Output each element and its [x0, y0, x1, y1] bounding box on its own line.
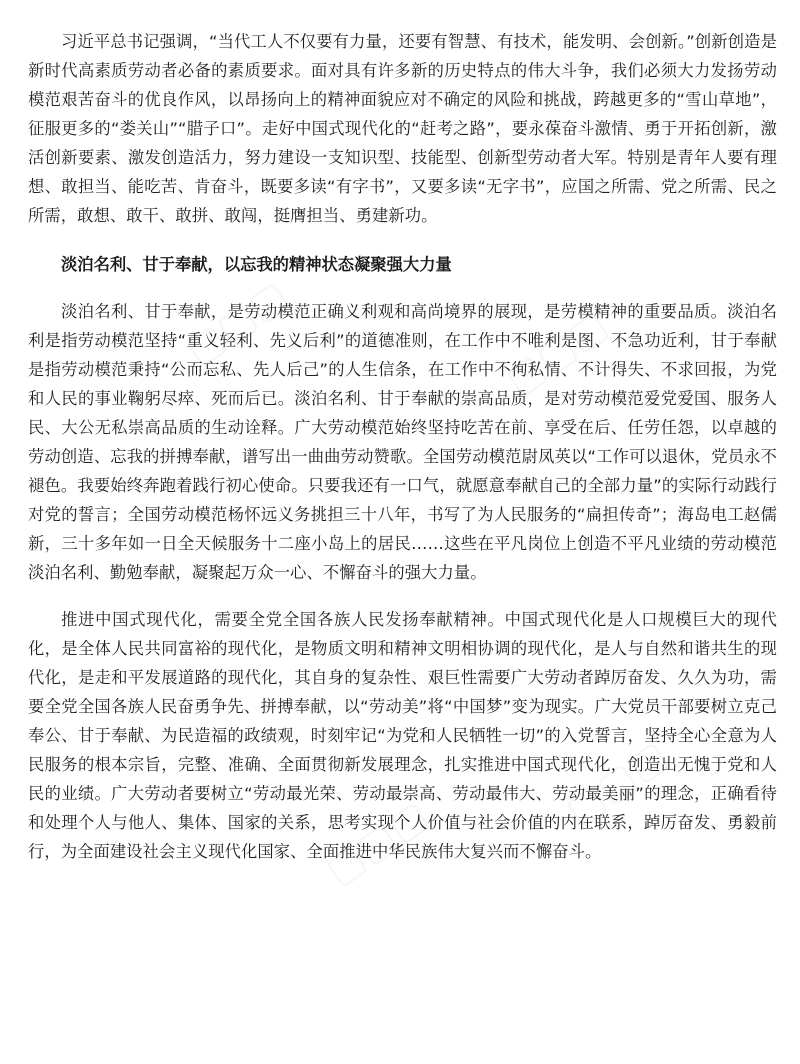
- article-body: [28, 27, 777, 866]
- section-heading: 淡泊名利、甘于奉献，以忘我的精神状态凝聚强大力量: [61, 255, 452, 274]
- section-paragraph-1: 淡泊名利、甘于奉献，是劳动模范正确义利观和高尚境界的展现，是劳模精神的重要品质。淡泊名利是指劳动模范坚持“重义轻利、先义后利”的道德准则，在工作中不唯利是图、不急功近利，甘于奉献是指劳动模范秉持“公而忘私、先人后己”的人生信条，在工作中不徇私情、不计得失、不求回报，为党和人民的事业鞠躬尽瘁、死而后已。淡泊名利、甘于奉献的崇高品质，是对劳动模范爱党爱国、服务人民、大公无私崇高品质的生动诠释。广大劳动模范始终坚持吃苦在前、享受在后、任劳任怨，以卓越的劳动创造、忘我的拼搏奉献，谱写出一曲曲劳动赞歌。全国劳动模范尉凤英以“工作可以退休，党员永不褪色。我要始终奔跑着践行初心使命。只要我还有一口气，就愿意奉献自己的全部力量”的实际行动践行对党的誓言；全国劳动模范杨怀远义务挑担三十八年，书写了为人民服务的“扁担传奇”；海岛电工赵儒新，三十多年如一日全天候服务十二座小岛上的居民……这些在平凡岗位上创造不平凡业绩的劳动模范淡泊名利、勤勉奉献，凝聚起万众一心、不懈奋斗的强大力量。: [28, 302, 777, 582]
- intro-paragraph: 习近平总书记强调，“当代工人不仅要有力量，还要有智慧、有技术，能发明、会创新。”创新创造是新时代高素质劳动者必备的素质要求。面对具有许多新的历史特点的伟大斗争，我们必须大力发扬劳动模范艰苦奋斗的优良作风，以昂扬向上的精神面貌应对不确定的风险和挑战，跨越更多的“雪山草地”，征服更多的“娄关山”“腊子口”。走好中国式现代化的“赶考之路”，要永葆奋斗激情、勇于开拓创新，激活创新要素、激发创造活力，努力建设一支知识型、技能型、创新型劳动者大军。特别是青年人要有理想、敢担当、能吃苦、肯奋斗，既要多读“有字书”，又要多读“无字书”，应国之所需、党之所需、民之所需，敢想、敢干、敢拼、敢闯，挺膺担当、勇建新功。: [28, 32, 777, 225]
- section-paragraph-2: 推进中国式现代化，需要全党全国各族人民发扬奉献精神。中国式现代化是人口规模巨大的现代化，是全体人民共同富裕的现代化，是物质文明和精神文明相协调的现代化，是人与自然和谐共生的现代化，是走和平发展道路的现代化，其自身的复杂性、艰巨性需要广大劳动者踔厉奋发、久久为功，需要全党全国各族人民奋勇争先、拼搏奉献，以“劳动美”将“中国梦”变为现实。广大党员干部要树立克己奉公、甘于奉献、为民造福的政绩观，时刻牢记“为党和人民牺牲一切”的入党誓言，坚持全心全意为人民服务的根本宗旨，完整、准确、全面贯彻新发展理念，扎实推进中国式现代化，创造出无愧于党和人民的业绩。广大劳动者要树立“劳动最光荣、劳动最崇高、劳动最伟大、劳动最美丽”的理念，正确看待和处理个人与他人、集体、国家的关系，思考实现个人价值与社会价值的内在联系，踔厉奋发、勇毅前行，为全面建设社会主义现代化国家、全面推进中华民族伟大复兴而不懈奋斗。: [28, 610, 777, 861]
